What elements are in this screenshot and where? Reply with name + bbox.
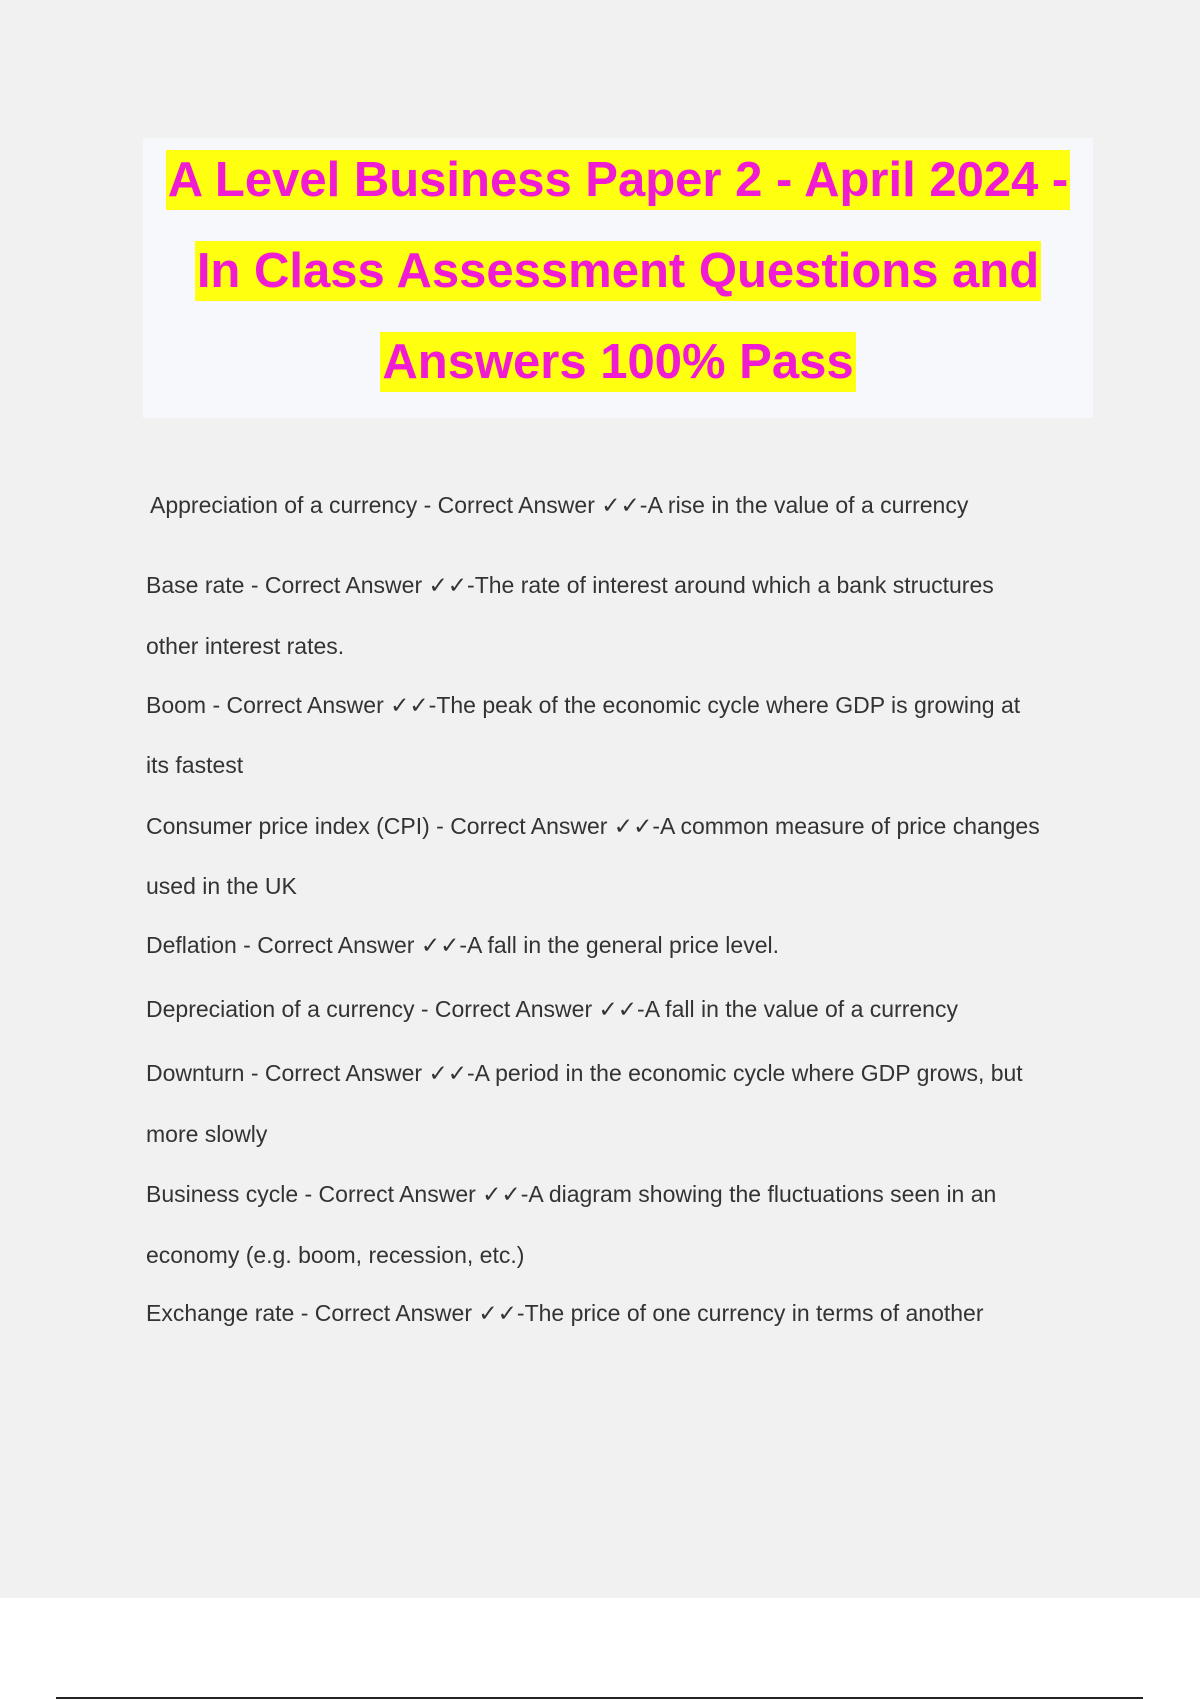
entry-text-line: Base rate - Correct Answer ✓✓-The rate of interest around which a bank structures — [146, 572, 994, 598]
entry-text-line: Downturn - Correct Answer ✓✓-A period in the economic cycle where GDP grows, but — [146, 1060, 1023, 1086]
entry-text-line: Consumer price index (CPI) - Correct Answer ✓✓-A common measure of price changes — [146, 813, 1040, 839]
title-text: Answers 100% Pass — [380, 332, 855, 392]
entry-text-line: Appreciation of a currency - Correct Answer ✓✓-A rise in the value of a currency — [150, 492, 969, 518]
entry-text-line: economy (e.g. boom, recession, etc.) — [146, 1242, 525, 1268]
entry-text-line: used in the UK — [146, 873, 297, 899]
entry-text-line: more slowly — [146, 1121, 268, 1147]
title-line — [143, 328, 1093, 419]
title-text: A Level Business Paper 2 - April 2024 - — [166, 150, 1071, 210]
entry-text-line: other interest rates. — [146, 633, 345, 659]
entry-text-line: Boom - Correct Answer ✓✓-The peak of the economic cycle where GDP is growing at — [146, 692, 1021, 718]
entry-text-line: Exchange rate - Correct Answer ✓✓-The price of one currency in terms of another — [146, 1300, 984, 1326]
title-text: In Class Assessment Questions and — [195, 241, 1041, 301]
entry-text-line: Deflation - Correct Answer ✓✓-A fall in the general price level. — [146, 932, 779, 958]
entry-text-line: Depreciation of a currency - Correct Answer ✓✓-A fall in the value of a currency — [146, 996, 958, 1022]
footer-divider — [56, 1697, 1143, 1699]
title-line — [143, 237, 1093, 328]
title-line — [143, 146, 1093, 237]
entry-text-line: Business cycle - Correct Answer ✓✓-A diagram showing the fluctuations seen in an — [146, 1181, 997, 1207]
entry-text-line: its fastest — [146, 752, 244, 778]
title-block — [143, 138, 1093, 418]
